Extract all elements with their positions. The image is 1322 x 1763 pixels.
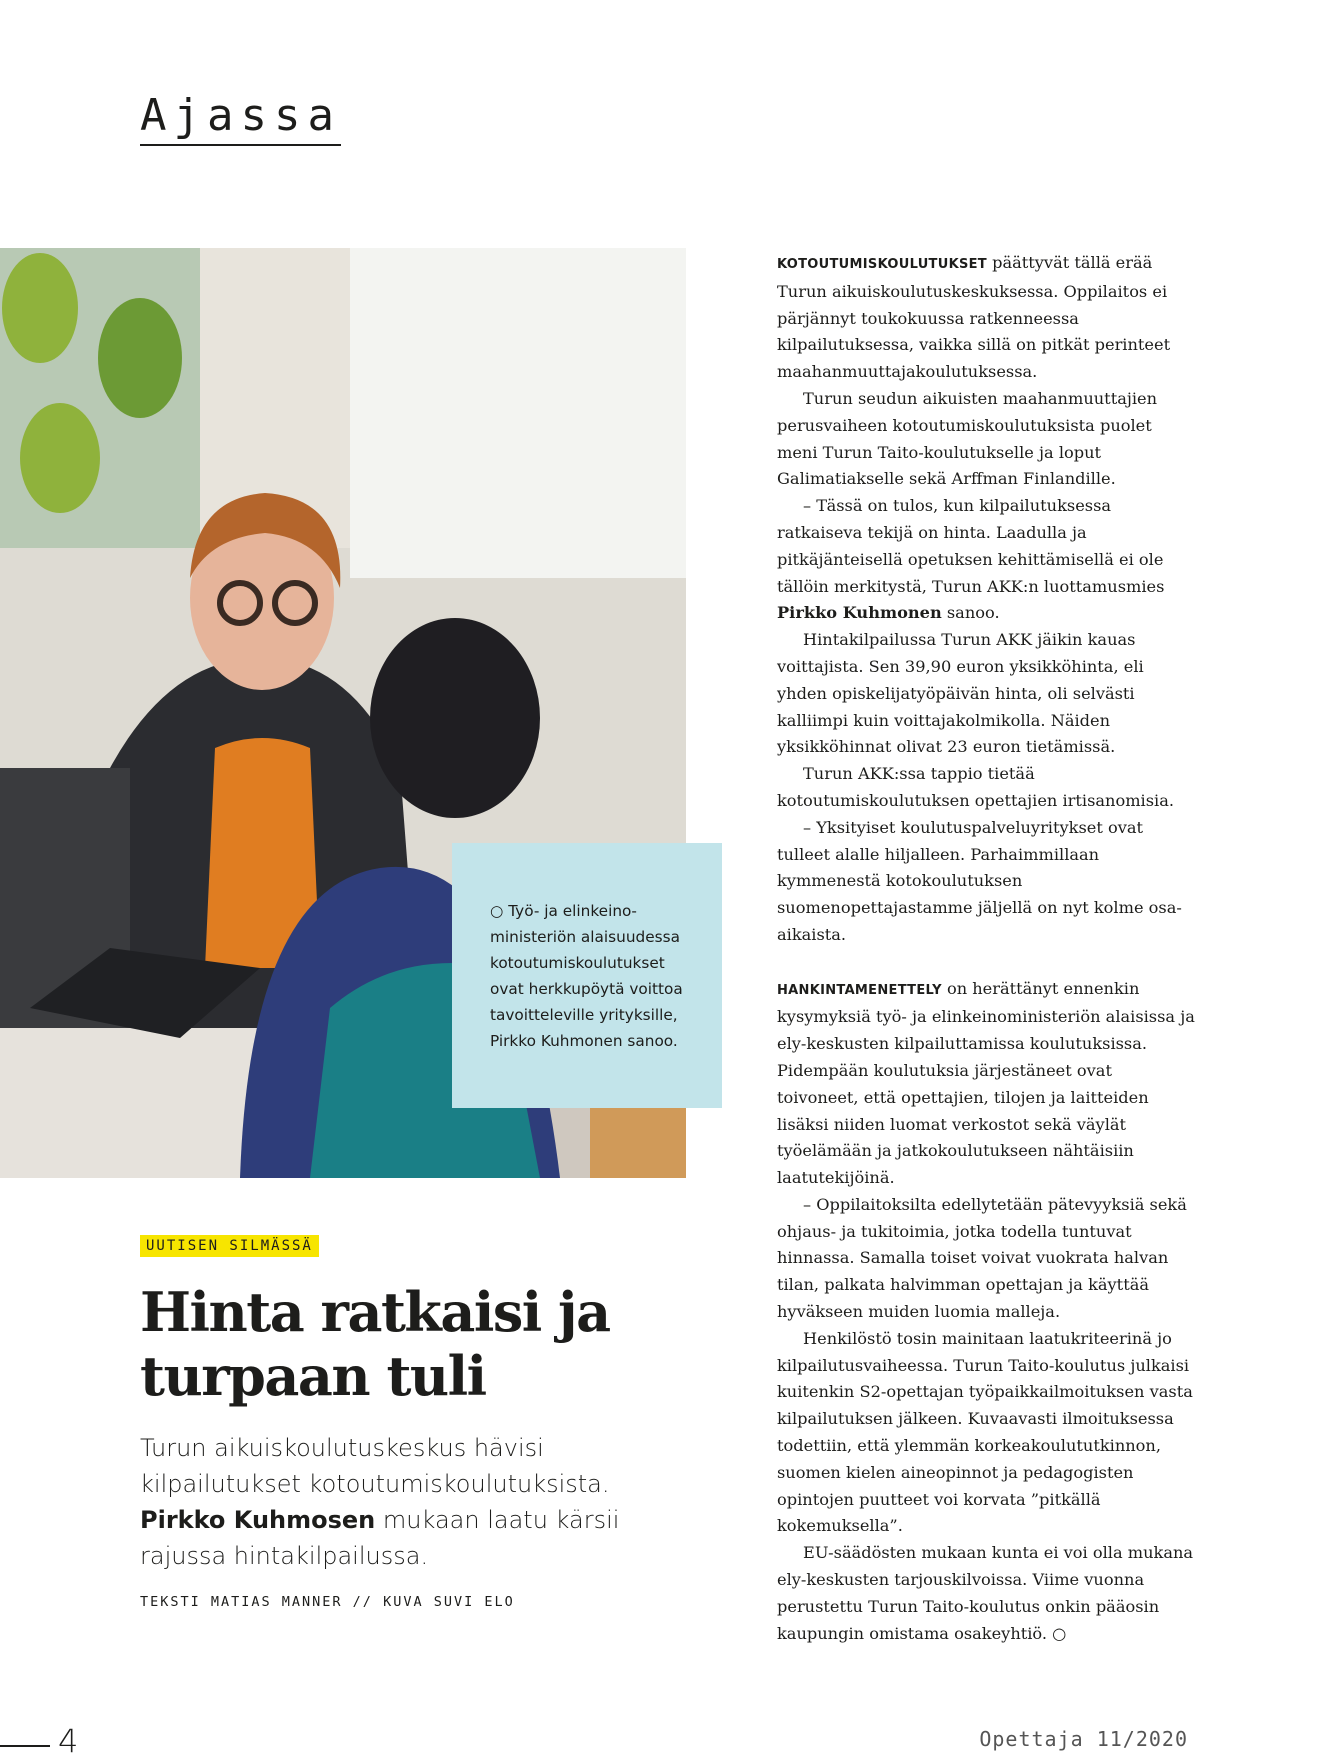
photo-caption: ○ Työ- ja elinkeinoministeriön alaisuudessa kotoutumiskoulutukset ovat herkkupöytä voittoa tavoitteleville yrityksille, Pirkko Kuhmonen sanoo. xyxy=(490,902,683,1050)
issue-label: Opettaja 11/2020 xyxy=(979,1727,1188,1751)
body-paragraph: Turun AKK:ssa tappio tietää kotoutumiskoulutuksen opettajien irtisanomisia. xyxy=(777,764,1175,810)
paragraph-text: sanoo. xyxy=(941,603,1000,623)
lead-start: Turun aikuiskoulutuskeskus hävisi kilpailutukset kotoutumiskoulutuksista. xyxy=(140,1434,610,1498)
paragraph-text: – Tässä on tulos, kun kilpailutuksessa ratkaiseva tekijä on hinta. Laadulla ja pitkäjänteisellä opetuksen kehittämisellä ei ole tällöin merkitystä, Turun AKK:n luottamusmies xyxy=(777,496,1165,596)
paragraph-lead-caps: KOTOUTUMISKOULUTUKSET xyxy=(777,257,987,272)
photo-caption-box xyxy=(452,843,722,1108)
body-paragraph: Turun seudun aikuisten maahanmuuttajien perusvaiheen kotoutumiskoulutuksista puolet meni Turun Taito-koulutukselle ja loput Galimatiakselle sekä Arffman Finlandille. xyxy=(777,388,1158,489)
byline-credits: TEKSTI MATIAS MANNER // KUVA SUVI ELO xyxy=(140,1594,515,1610)
section-title: Ajassa xyxy=(140,92,341,146)
paragraph-text: on herättänyt ennenkin kysymyksiä työ- ja elinkeinoministeriön alaisissa ja ely-keskusten kilpailuttamissa koulutuksissa. Pidempään koulutuksia järjestäneet ovat toivoneet, että opettajien, tilojen ja laitteiden lisäksi niiden luomat verkostot sekä väylät työelämään ja jatkokoulutukseen nähtäisiin laatutekijöinä. xyxy=(777,978,1195,1188)
paragraph-lead-caps: HANKINTAMENETTELY xyxy=(777,982,942,998)
page-number-rule xyxy=(0,1745,50,1747)
body-paragraph xyxy=(777,493,1197,627)
lead-paragraph xyxy=(140,1430,700,1574)
headline xyxy=(140,1280,700,1408)
body-paragraph: EU-säädösten mukaan kunta ei voi olla mukana ely-keskusten tarjouskilvoissa. Viime vuonna perustettu Turun Taito-koulutus onkin pääosin kaupungin omistama osakeyhtiö. ○ xyxy=(777,1543,1194,1643)
lead-name: Pirkko Kuhmosen xyxy=(140,1506,376,1534)
body-paragraph: – Oppilaitoksilta edellytetään pätevyyksiä sekä ohjaus- ja tukitoimia, jotka todella tuntuvat hinnassa. Samalla toiset voivat vuokrata halvan tilan, palkata halvimman opettajan ja käyttää hyväkseen muiden luomia malleja. xyxy=(777,1194,1187,1322)
headline-line-1: Hinta ratkaisi ja xyxy=(140,1280,610,1344)
body-paragraph: Hintakilpailussa Turun AKK jäikin kauas voittajista. Sen 39,90 euron yksikköhinta, eli yhden opiskelijatyöpäivän hinta, oli selvästi kalliimpi kuin voittajakolmikolla. Näiden yksikköhinnat olivat 23 euron tietämissä. xyxy=(777,630,1144,757)
person-name: Pirkko Kuhmonen xyxy=(777,603,942,623)
paragraph-text: päättyvät tällä erää Turun aikuiskoulutuskeskuksessa. Oppilaitos ei pärjännyt toukokuussa ratkenneessa kilpailutuksessa, vaikka sillä on pitkät perinteet maahanmuuttajakoulutuksessa. xyxy=(777,253,1171,382)
body-paragraph xyxy=(777,250,1197,386)
lead-end: mukaan laatu kärsii rajussa hintakilpailussa. xyxy=(140,1506,620,1570)
body-paragraph xyxy=(777,976,1197,1192)
headline-line-2: turpaan tuli xyxy=(140,1344,486,1408)
body-paragraph: Henkilöstö tosin mainitaan laatukriteerinä jo kilpailutusvaiheessa. Turun Taito-koulutus julkaisi kuitenkin S2-opettajan työpaikkailmoituksen vasta kilpailutuksen jälkeen. Kuvaavasti ilmoituksessa todettiin, että ylemmän korkeakoulututkinnon, suomen kielen aineopinnot ja pedagogisten opintojen puutteet voi korvata ”pitkällä kokemuksella”. xyxy=(777,1328,1193,1536)
article-body xyxy=(777,250,1197,1647)
body-paragraph: – Yksityiset koulutuspalveluyritykset ovat tulleet alalle hiljalleen. Parhaimmillaan kymmenestä kotokoulutuksen suomenopettajastamme jäljellä on nyt kolme osa-aikaista. xyxy=(777,817,1182,944)
kicker-label: UUTISEN SILMÄSSÄ xyxy=(140,1235,319,1257)
page-number: 4 xyxy=(58,1722,79,1760)
